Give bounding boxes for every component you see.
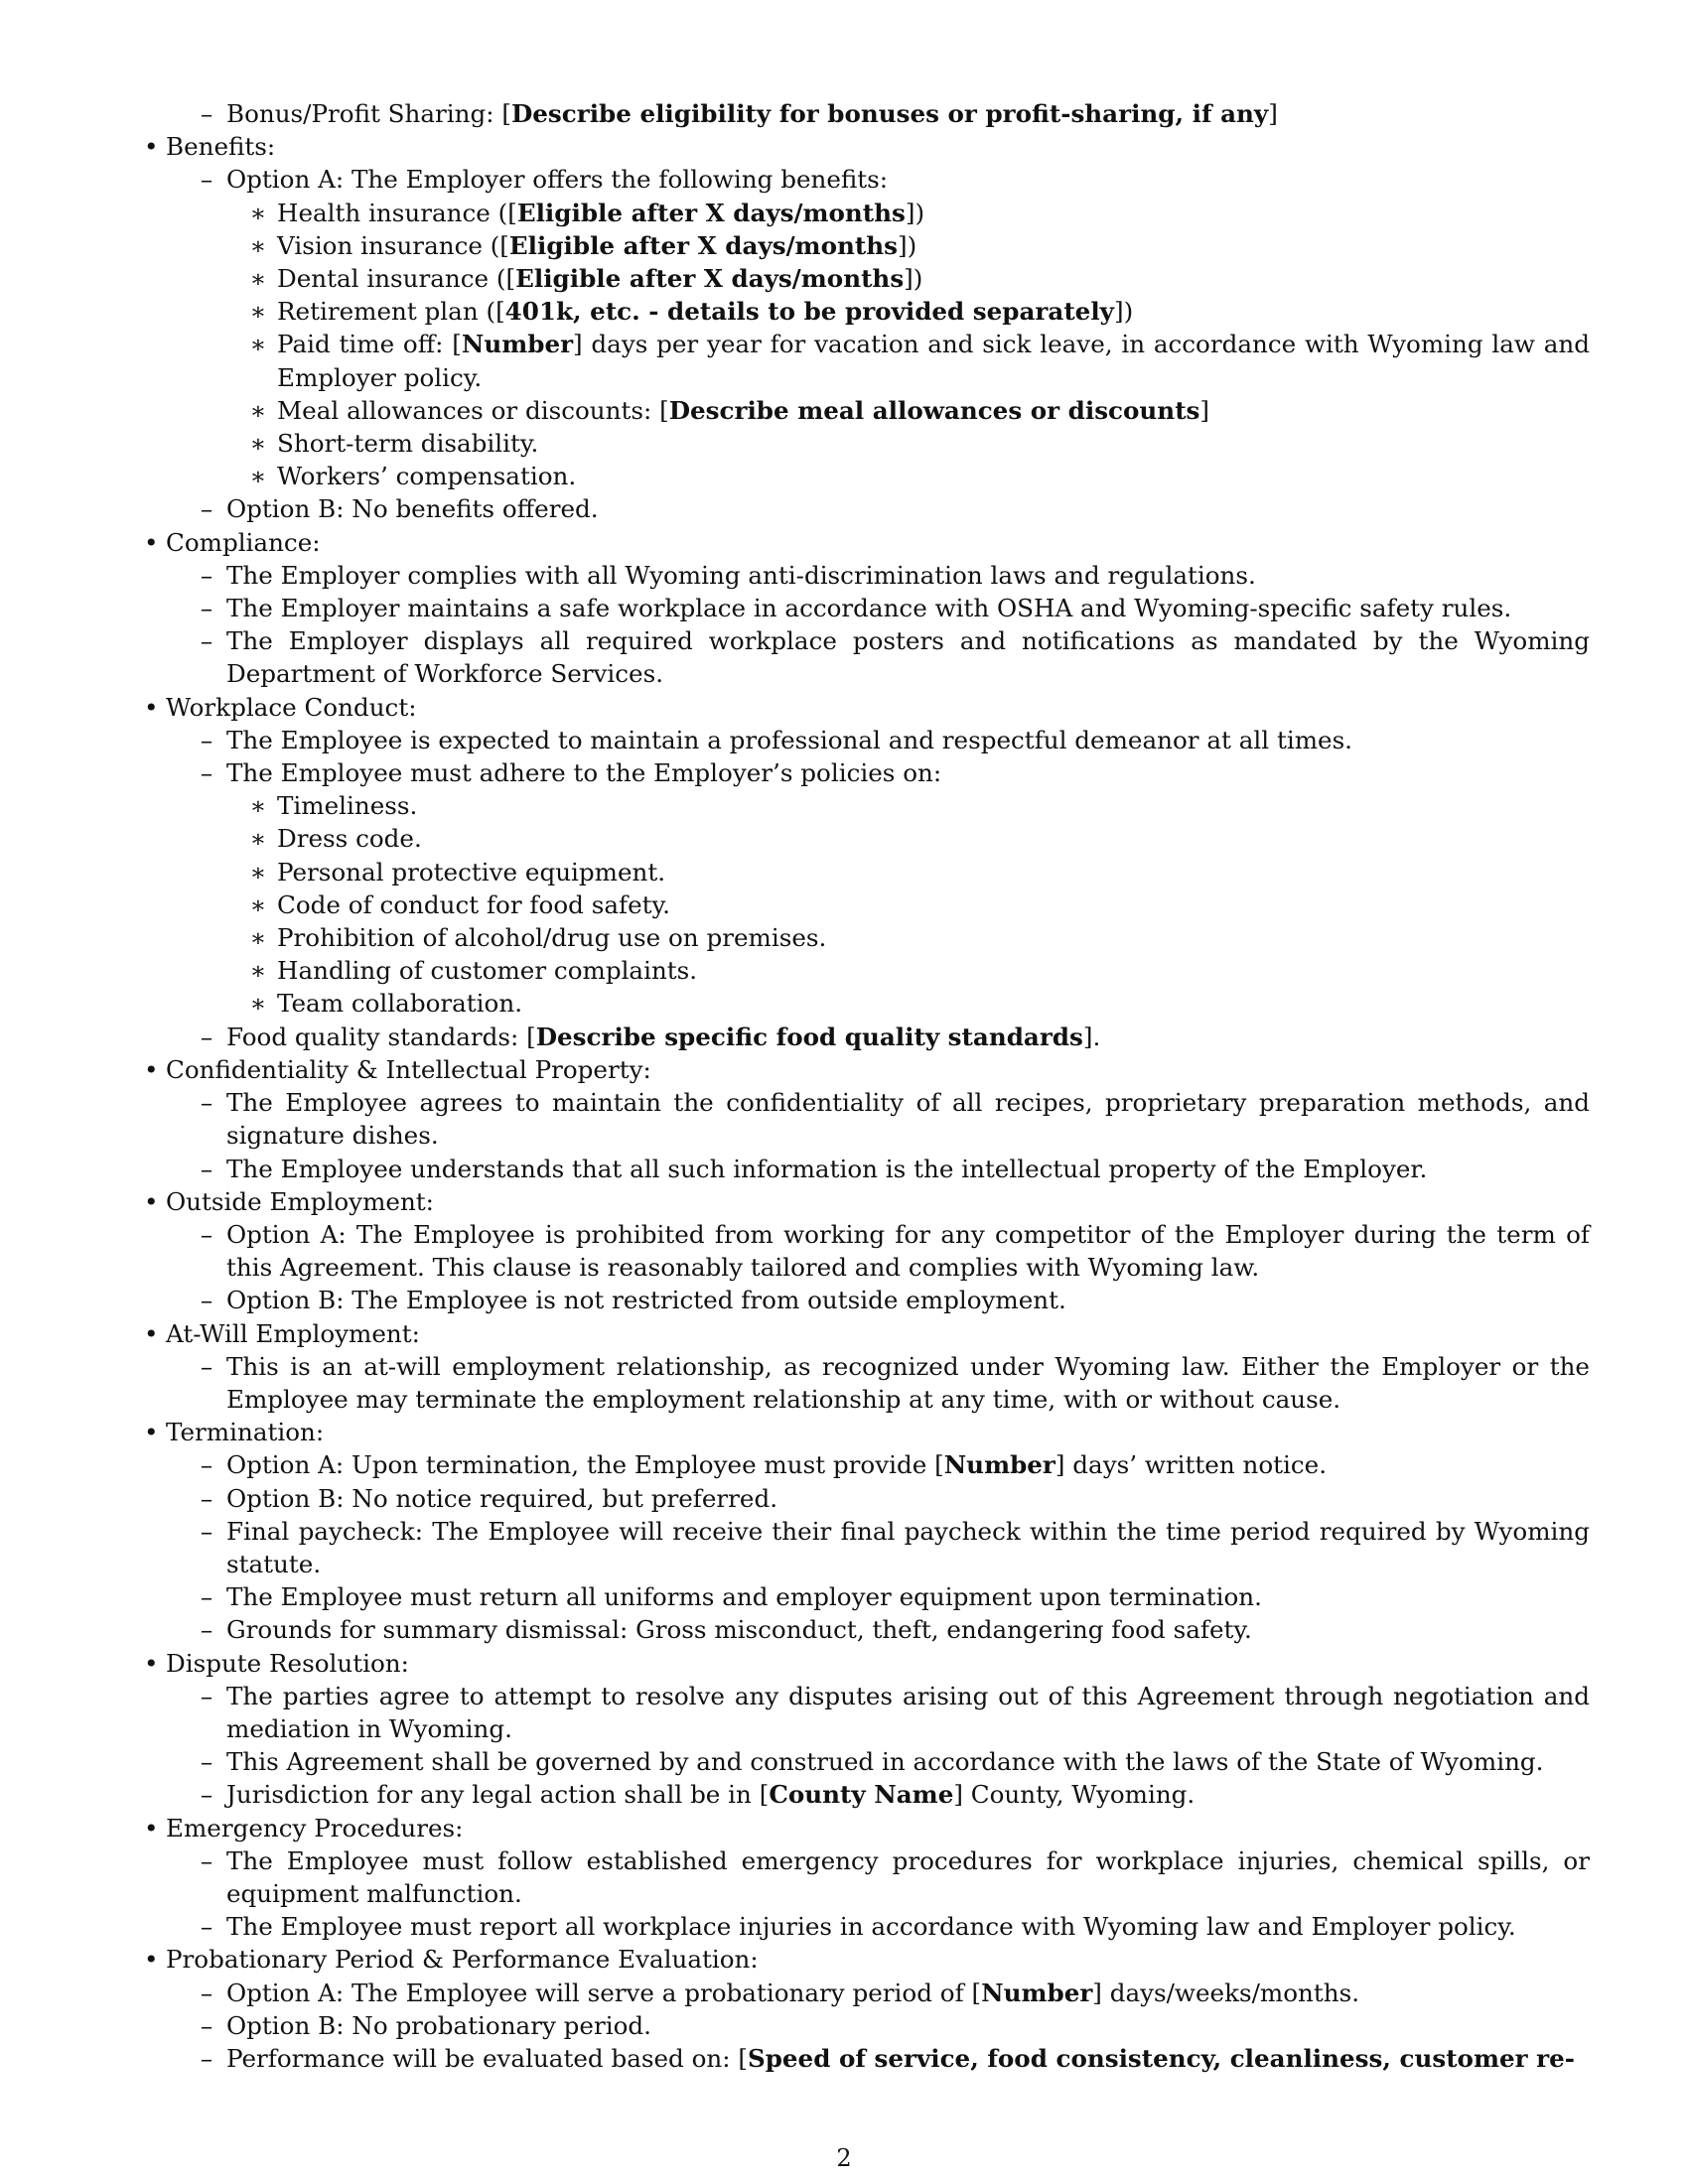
sub-item <box>166 1153 1590 1185</box>
dash-marker: – <box>200 1747 213 1777</box>
placeholder-text: Number <box>461 330 574 359</box>
sub-sub-item <box>166 427 1590 460</box>
item-text: Benefits: <box>166 132 276 162</box>
item-text: Prohibition of alcohol/drug use on premises. <box>277 923 827 953</box>
sub-item <box>166 2009 1590 2042</box>
item-text: The Employee agrees to maintain the confidentiality of all recipes, proprietary preparation methods, and signature dishes. <box>226 1088 1590 1151</box>
dash-marker: – <box>200 1516 213 1546</box>
asterisk-marker: ∗ <box>249 429 267 459</box>
sub-item <box>166 1977 1590 2009</box>
sub-item <box>166 1021 1590 1053</box>
item-text: Grounds for summary dismissal: Gross misconduct, theft, endangering food safety. <box>226 1615 1252 1645</box>
item-text: Bonus/Profit Sharing: [ <box>226 99 511 128</box>
sub-sub-item <box>166 262 1590 295</box>
sub-item <box>166 1482 1590 1515</box>
sub-item <box>166 1580 1590 1613</box>
dash-marker: – <box>200 1978 213 2007</box>
sub-item <box>166 1218 1590 1284</box>
item-text: ]) <box>897 230 917 260</box>
dash-marker: – <box>200 1219 213 1249</box>
bullet-marker: • <box>144 1186 159 1216</box>
placeholder-text: County Name <box>769 1780 954 1810</box>
item-text: ]) <box>1113 297 1134 327</box>
sub-item <box>166 592 1590 624</box>
sub-item <box>166 97 1590 130</box>
item-text: Option A: The Employee will serve a probationary period of [ <box>226 1978 982 2007</box>
section-item <box>144 1647 1590 1680</box>
dash-marker: – <box>200 99 213 128</box>
section-item <box>144 526 1590 559</box>
asterisk-marker: ∗ <box>249 462 267 491</box>
bullet-marker: • <box>144 1945 159 1975</box>
item-text: This is an at-will employment relationship, as recognized under Wyoming law. Either the Employer or the Employee may terminate the employment relationship at any time, with or without cause. <box>226 1351 1590 1414</box>
bullet-marker: • <box>144 692 159 722</box>
section-item <box>144 1053 1590 1086</box>
dash-marker: – <box>200 626 213 656</box>
item-text: The Employer displays all required workplace posters and notifications as mandated by the Wyoming Department of Workforce Services. <box>226 626 1590 689</box>
section-item <box>144 691 1590 724</box>
sub-sub-item <box>166 822 1590 855</box>
sub-sub-item <box>166 921 1590 954</box>
item-text: Short-term disability. <box>277 429 539 459</box>
item-text: Compliance: <box>166 527 321 557</box>
item-text: Dress code. <box>277 824 422 854</box>
item-text: Option B: The Employee is not restricted from outside employment. <box>226 1286 1066 1315</box>
item-text: Dental insurance ([ <box>277 264 516 294</box>
dash-marker: – <box>200 758 213 788</box>
sub-item <box>166 1350 1590 1416</box>
sub-item <box>166 1284 1590 1316</box>
sub-item <box>166 559 1590 592</box>
item-text: ] days per year for vacation and sick leave, in accordance with Wyoming law and Employer policy. <box>277 330 1591 392</box>
item-text: Workplace Conduct: <box>166 692 417 722</box>
item-text: ]) <box>904 264 923 294</box>
placeholder-text: Eligible after X days/months <box>515 264 905 294</box>
bullet-marker: • <box>144 1318 159 1348</box>
sub-item <box>166 492 1590 525</box>
asterisk-marker: ∗ <box>249 989 267 1019</box>
item-text: Termination: <box>166 1418 325 1447</box>
sub-sub-item <box>166 888 1590 921</box>
item-text: Option B: No benefits offered. <box>226 494 599 524</box>
sub-sub-item <box>166 197 1590 229</box>
sub-item <box>166 1515 1590 1580</box>
asterisk-marker: ∗ <box>249 791 267 821</box>
item-text: The Employee understands that all such information is the intellectual property of the Employer. <box>226 1154 1428 1183</box>
item-text: Meal allowances or discounts: [ <box>277 395 669 425</box>
placeholder-text: Eligible after X days/months <box>516 198 906 227</box>
dash-marker: – <box>200 494 213 524</box>
bullet-marker: • <box>144 1813 159 1843</box>
sub-item <box>166 163 1590 196</box>
sub-sub-item <box>166 856 1590 888</box>
item-text: ] days’ written notice. <box>1055 1450 1328 1480</box>
dash-marker: – <box>200 1582 213 1612</box>
sub-item <box>166 1844 1590 1910</box>
bullet-marker: • <box>144 132 159 162</box>
dash-marker: – <box>200 1845 213 1875</box>
item-text: Vision insurance ([ <box>277 230 509 260</box>
bullet-marker: • <box>144 1054 159 1084</box>
item-text: Personal protective equipment. <box>277 857 666 887</box>
dash-marker: – <box>200 2043 213 2073</box>
item-text: This Agreement shall be governed by and construed in accordance with the laws of the State of Wyoming. <box>226 1747 1544 1777</box>
placeholder-text: Describe specific food quality standards <box>535 1022 1083 1051</box>
placeholder-text: 401k, etc. - details to be provided separately <box>504 297 1114 327</box>
placeholder-text: Eligible after X days/months <box>508 230 898 260</box>
item-text: ]) <box>905 198 925 227</box>
placeholder-text: Speed of service, food consistency, cleanliness, customer re- <box>747 2043 1575 2073</box>
item-text: Handling of customer complaints. <box>277 956 698 986</box>
item-text: The Employer maintains a safe workplace in accordance with OSHA and Wyoming-specific safety rules. <box>226 594 1512 623</box>
dash-marker: – <box>200 1022 213 1051</box>
item-text: Workers’ compensation. <box>277 462 577 491</box>
sub-item <box>166 1910 1590 1943</box>
item-text: Retirement plan ([ <box>277 297 505 327</box>
item-text: Outside Employment: <box>166 1186 434 1216</box>
item-text: At-Will Employment: <box>166 1318 420 1348</box>
dash-marker: – <box>200 1088 213 1118</box>
section-item <box>144 1416 1590 1448</box>
asterisk-marker: ∗ <box>249 264 267 294</box>
item-text: Jurisdiction for any legal action shall be in [ <box>226 1780 770 1810</box>
dash-marker: – <box>200 1483 213 1513</box>
asterisk-marker: ∗ <box>249 297 267 327</box>
sub-sub-item <box>166 789 1590 822</box>
sub-sub-item <box>166 460 1590 492</box>
item-text: ]. <box>1082 1022 1101 1051</box>
item-text: Emergency Procedures: <box>166 1813 464 1843</box>
item-text: ] County, Wyoming. <box>953 1780 1196 1810</box>
item-text: ] days/weeks/months. <box>1092 1978 1360 2007</box>
sub-item <box>166 756 1590 789</box>
item-text: Probationary Period & Performance Evaluation: <box>166 1945 759 1975</box>
item-text: Code of conduct for food safety. <box>277 889 670 919</box>
bullet-marker: • <box>144 1418 159 1447</box>
dash-marker: – <box>200 1286 213 1315</box>
item-text: Option B: No probationary period. <box>226 2010 651 2040</box>
sub-item <box>166 1745 1590 1778</box>
asterisk-marker: ∗ <box>249 824 267 854</box>
sub-item <box>166 1086 1590 1152</box>
item-text: The Employee must report all workplace injuries in accordance with Wyoming law and Employer policy. <box>226 1912 1516 1942</box>
sub-sub-item <box>166 394 1590 427</box>
sub-sub-item <box>166 295 1590 328</box>
dash-marker: – <box>200 1450 213 1480</box>
dash-marker: – <box>200 1154 213 1183</box>
page-number: 2 <box>836 2144 852 2172</box>
item-text: Paid time off: [ <box>277 330 462 359</box>
sub-sub-item <box>166 987 1590 1020</box>
sub-item <box>166 2042 1590 2075</box>
asterisk-marker: ∗ <box>249 857 267 887</box>
sub-sub-item <box>166 229 1590 262</box>
sub-item <box>166 1680 1590 1745</box>
item-text: Option A: Upon termination, the Employee must provide [ <box>226 1450 944 1480</box>
item-text: Option A: The Employee is prohibited from working for any competitor of the Employer during the term of this Agreement. This clause is reasonably tailored and complies with Wyoming law. <box>226 1219 1590 1283</box>
item-text: ] <box>1268 99 1278 128</box>
dash-marker: – <box>200 1615 213 1645</box>
sub-sub-item <box>166 328 1590 393</box>
sub-sub-item <box>166 954 1590 987</box>
item-text: Option A: The Employer offers the following benefits: <box>226 165 889 195</box>
asterisk-marker: ∗ <box>249 230 267 260</box>
section-item <box>144 130 1590 163</box>
section-item <box>144 1317 1590 1350</box>
placeholder-text: Describe meal allowances or discounts <box>668 395 1200 425</box>
agreement-terms-list <box>144 97 1591 2075</box>
item-text: The Employee must return all uniforms and employer equipment upon termination. <box>226 1582 1262 1612</box>
item-text: The Employee must adhere to the Employer’s policies on: <box>226 758 942 788</box>
sub-item <box>166 724 1590 756</box>
placeholder-text: Number <box>943 1450 1055 1480</box>
asterisk-marker: ∗ <box>249 198 267 227</box>
sub-item <box>166 624 1590 690</box>
item-text: Team collaboration. <box>277 989 523 1019</box>
item-text: Performance will be evaluated based on: [ <box>226 2043 748 2073</box>
dash-marker: – <box>200 1681 213 1710</box>
asterisk-marker: ∗ <box>249 923 267 953</box>
placeholder-text: Number <box>981 1978 1093 2007</box>
section-item <box>144 1943 1590 1976</box>
dash-marker: – <box>200 165 213 195</box>
asterisk-marker: ∗ <box>249 395 267 425</box>
placeholder-text: Describe eligibility for bonuses or profit-sharing, if any <box>510 99 1269 128</box>
dash-marker: – <box>200 2010 213 2040</box>
asterisk-marker: ∗ <box>249 889 267 919</box>
item-text: Final paycheck: The Employee will receive their final paycheck within the time period required by Wyoming statute. <box>226 1516 1590 1578</box>
item-text: The parties agree to attempt to resolve any disputes arising out of this Agreement through negotiation and mediation in Wyoming. <box>226 1681 1590 1743</box>
asterisk-marker: ∗ <box>249 956 267 986</box>
sub-item <box>166 1778 1590 1811</box>
item-text: Timeliness. <box>277 791 418 821</box>
item-text: Health insurance ([ <box>277 198 517 227</box>
item-text: Food quality standards: [ <box>226 1022 536 1051</box>
item-text: The Employee must follow established emergency procedures for workplace injuries, chemical spills, or equipment malfunction. <box>226 1845 1590 1908</box>
section-item <box>144 1812 1590 1844</box>
dash-marker: – <box>200 594 213 623</box>
dash-marker: – <box>200 1351 213 1381</box>
item-text: Option B: No notice required, but preferred. <box>226 1483 778 1513</box>
item-text: The Employer complies with all Wyoming anti-discrimination laws and regulations. <box>226 560 1256 590</box>
item-text: The Employee is expected to maintain a professional and respectful demeanor at all times. <box>226 725 1353 754</box>
item-text: Confidentiality & Intellectual Property: <box>166 1054 651 1084</box>
asterisk-marker: ∗ <box>249 330 267 359</box>
item-text: ] <box>1199 395 1210 425</box>
dash-marker: – <box>200 1780 213 1810</box>
sub-item <box>166 1613 1590 1646</box>
sub-item <box>166 1448 1590 1481</box>
item-text: Dispute Resolution: <box>166 1648 409 1678</box>
bullet-marker: • <box>144 1648 159 1678</box>
dash-marker: – <box>200 725 213 754</box>
bullet-marker: • <box>144 527 159 557</box>
dash-marker: – <box>200 560 213 590</box>
section-item <box>144 1185 1590 1218</box>
dash-marker: – <box>200 1912 213 1942</box>
